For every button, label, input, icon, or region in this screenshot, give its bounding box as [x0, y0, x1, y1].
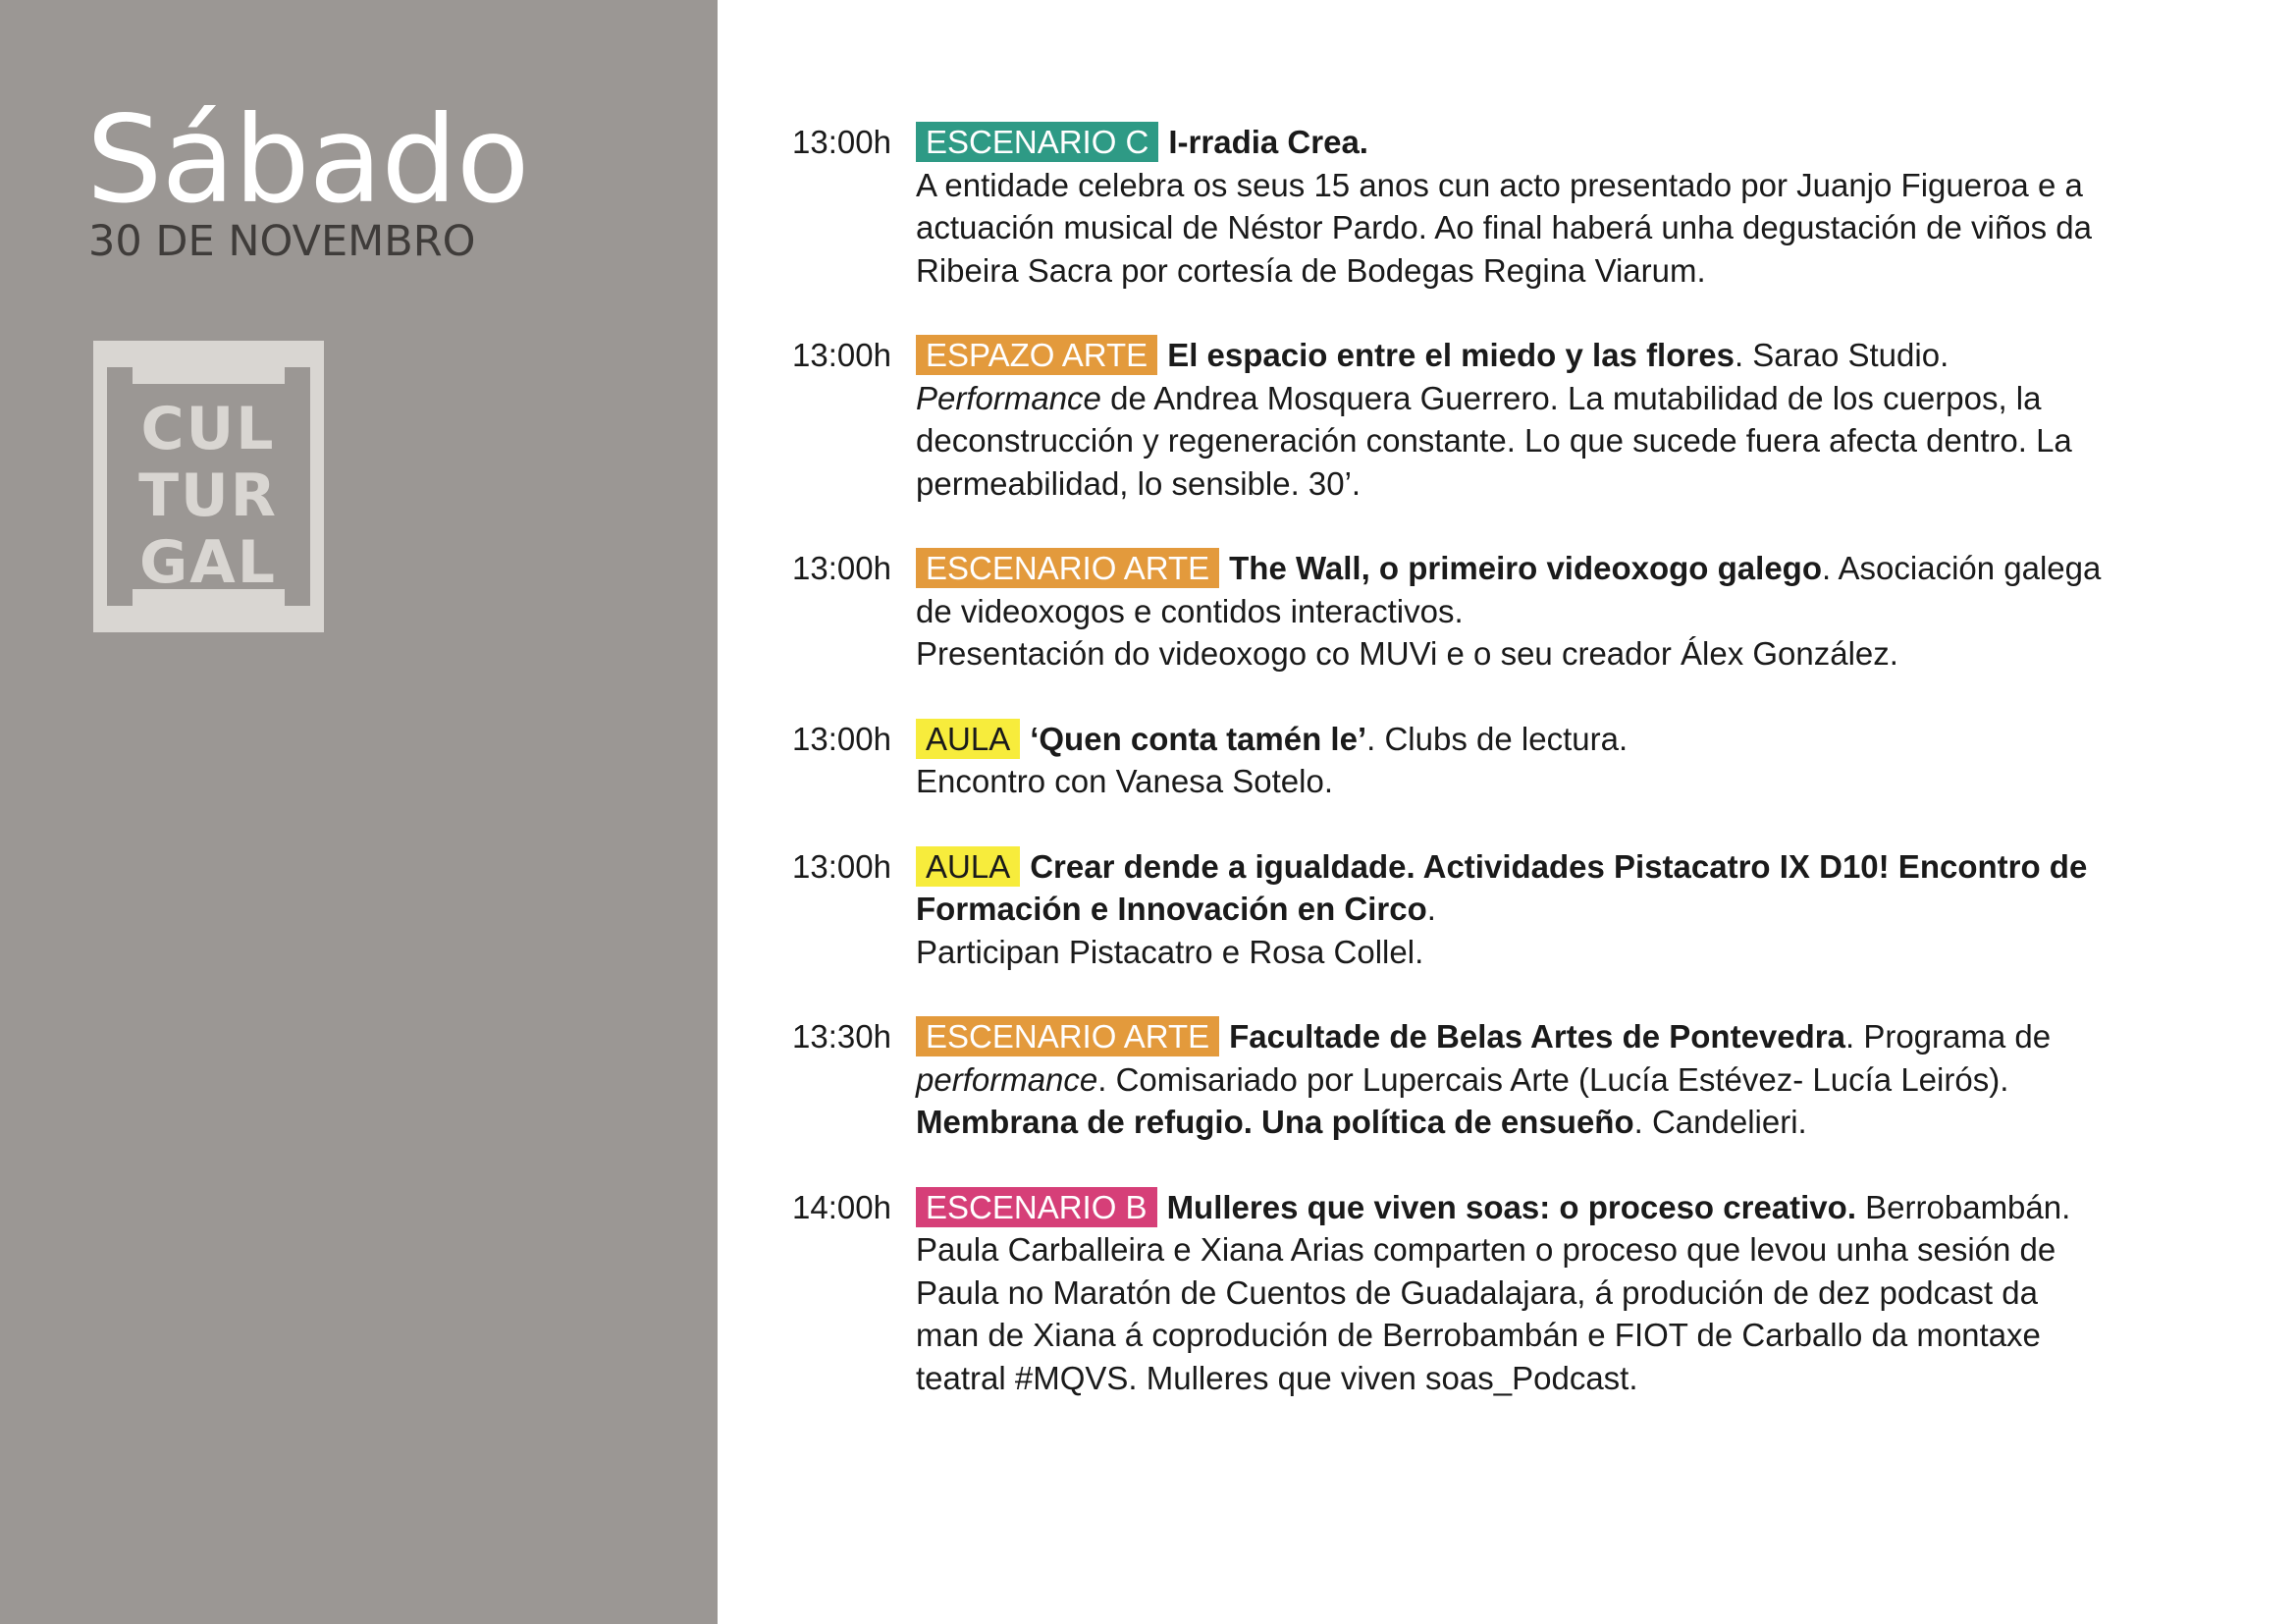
- venue-tag: AULA: [916, 846, 1020, 887]
- event-subtitle: Berrobambán.: [1856, 1188, 2071, 1225]
- venue-tag: ESCENARIO B: [916, 1187, 1157, 1227]
- event-description-line: Presentación do videoxogo co MUVi e o seu creador Álex González.: [916, 635, 1898, 672]
- event-description-line: Encontro con Vanesa Sotelo.: [916, 763, 1334, 799]
- event-title: Mulleres que viven soas: o proceso creativo.: [1166, 1188, 1856, 1225]
- event-description-line: man de Xiana á coprodución de Berrobambán e FIOT de Carballo da montaxe: [916, 1317, 2041, 1353]
- sidebar: [0, 0, 718, 1624]
- day-title: Sábado: [86, 90, 529, 230]
- event-item: [792, 1015, 2206, 1144]
- event-subtitle: . Clubs de lectura.: [1366, 720, 1629, 757]
- event-item: [792, 334, 2206, 505]
- event-item: [792, 547, 2206, 676]
- day-date: 30 DE NOVEMBRO: [88, 217, 476, 266]
- event-title: ‘Quen conta tamén le’: [1030, 720, 1367, 757]
- event-subtitle: . Sarao Studio.: [1734, 337, 1949, 373]
- venue-tag: ESCENARIO ARTE: [916, 1016, 1219, 1056]
- event-description-line: . Comisariado por Lupercais Arte (Lucía Estévez- Lucía Leirós).: [1097, 1060, 2009, 1098]
- logo-line-3: GAL: [139, 528, 277, 597]
- event-description-line: de Andrea Mosquera Guerrero. La mutabilidad de los cuerpos, la: [1100, 379, 2042, 416]
- event-time: 13:00h: [792, 847, 891, 885]
- event-title: El espacio entre el miedo y las flores: [1167, 337, 1735, 373]
- event-description-line: A entidade celebra os seus 15 anos cun acto presentado por Juanjo Figueroa e a: [916, 166, 2083, 203]
- event-description-line: Paula no Maratón de Cuentos de Guadalajara, á produción de dez podcast da: [916, 1273, 2038, 1311]
- event-description-line: teatral #MQVS. Mulleres que viven soas_Podcast.: [916, 1359, 1638, 1396]
- event-title: I-rradia Crea.: [1168, 124, 1368, 160]
- venue-tag: AULA: [916, 719, 1020, 759]
- event-italic-text: performance: [916, 1060, 1098, 1098]
- venue-tag: ESCENARIO C: [916, 122, 1158, 162]
- event-item: [792, 718, 2206, 803]
- event-item: [792, 1186, 2206, 1400]
- event-description-line: actuación musical de Néstor Pardo. Ao final haberá unha degustación de viños da: [916, 209, 2092, 245]
- event-title: The Wall, o primeiro videoxogo galego: [1229, 550, 1822, 586]
- venue-tag: ESPAZO ARTE: [916, 335, 1157, 375]
- event-subtitle: . Asociación galega: [1822, 550, 2102, 586]
- event-italic-text: Performance: [916, 379, 1101, 416]
- event-time: 13:00h: [792, 720, 891, 757]
- event-time: 13:30h: [792, 1018, 891, 1055]
- event-description-line: . Candelieri.: [1633, 1104, 1807, 1140]
- logo-line-2: TUR: [138, 461, 278, 530]
- event-bold-text: Membrana de refugio. Una política de ensueño: [916, 1104, 1634, 1140]
- event-description-line: Ribeira Sacra por cortesía de Bodegas Regina Viarum.: [916, 251, 1706, 289]
- event-time: 13:00h: [792, 550, 891, 586]
- event-item: [792, 121, 2206, 292]
- event-title-continued: Formación e Innovación en Circo: [916, 891, 1427, 927]
- event-time: 13:00h: [792, 124, 891, 160]
- event-description-line: Participan Pistacatro e Rosa Collel.: [916, 933, 1424, 970]
- event-title-punctuation: .: [1426, 891, 1436, 927]
- event-title: Crear dende a igualdade. Actividades Pistacatro IX D10! Encontro de: [1030, 847, 2088, 885]
- venue-tag: ESCENARIO ARTE: [916, 548, 1219, 588]
- event-time: 14:00h: [792, 1188, 891, 1225]
- event-item: [792, 845, 2206, 974]
- event-description-line: deconstrucción y regeneración constante. Lo que sucede fuera afecta dentro. La: [916, 422, 2072, 459]
- event-description-line: de videoxogos e contidos interactivos.: [916, 592, 1464, 629]
- event-description-line: Paula Carballeira e Xiana Arias comparten o proceso que levou unha sesión de: [916, 1231, 2056, 1268]
- schedule: [792, 121, 2206, 1399]
- event-time: 13:00h: [792, 337, 891, 373]
- culturgal-logo: [93, 341, 324, 632]
- logo-line-1: CUL: [140, 395, 276, 463]
- event-title: Facultade de Belas Artes de Pontevedra: [1229, 1018, 1845, 1055]
- event-subtitle: . Programa de: [1844, 1018, 2052, 1055]
- event-description-line: permeabilidad, lo sensible. 30’.: [916, 464, 1362, 502]
